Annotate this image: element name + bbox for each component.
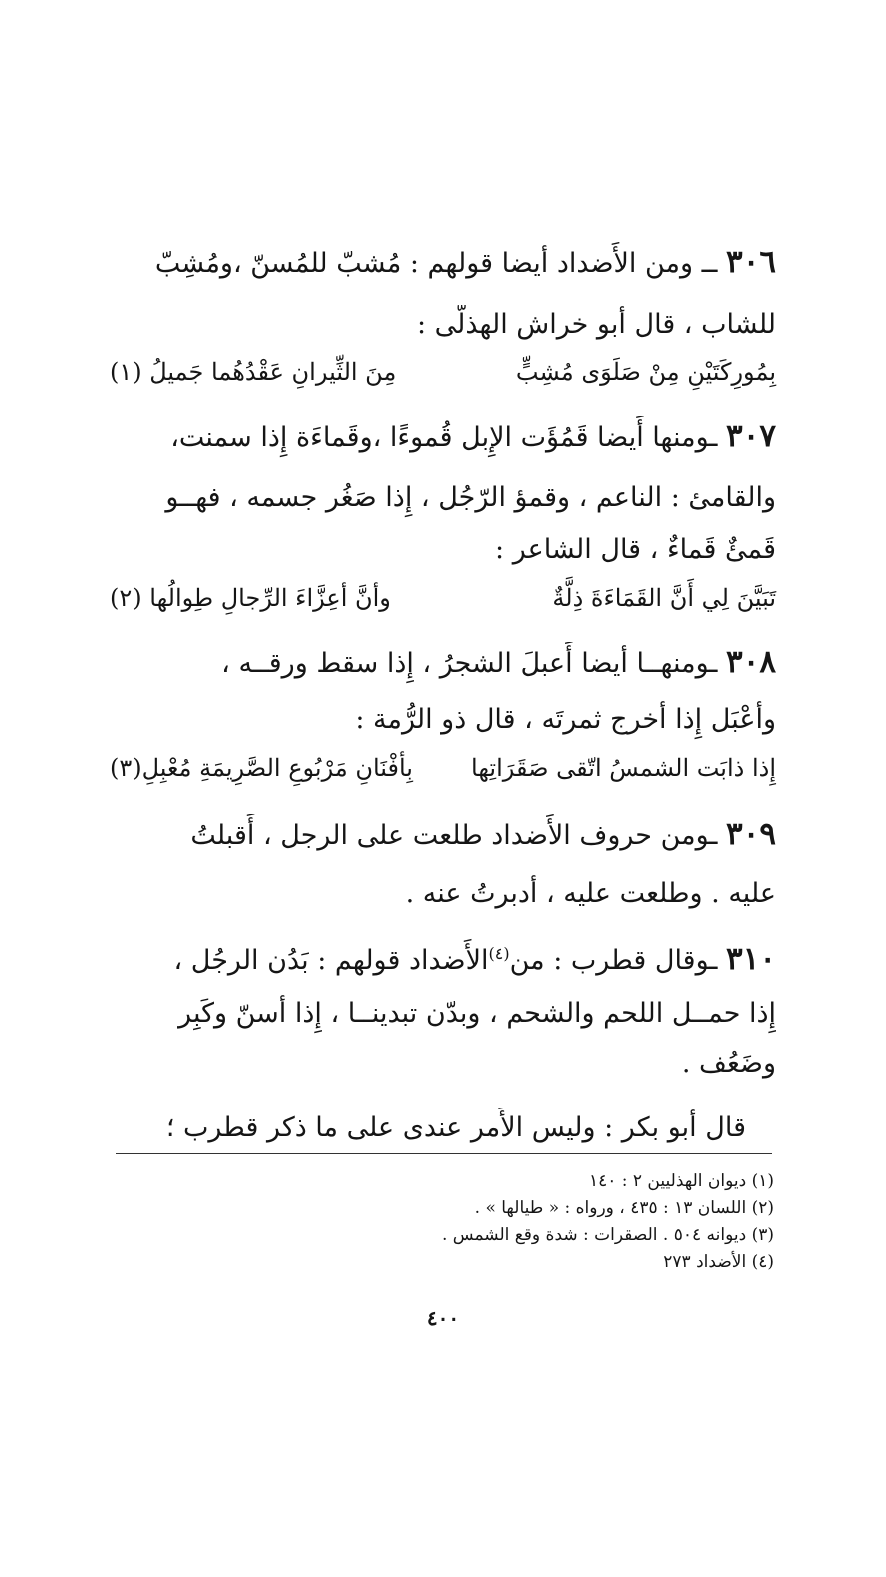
- verse-hemistich-right: بِمُورِكَتَيْنِ مِنْ صَلَوَى مُشِبٍّ: [515, 358, 776, 386]
- entry-number: ٣٠٩: [726, 816, 776, 852]
- entry-number: ٣١٠: [726, 941, 776, 977]
- entry-text: ـومن حروف الأَضداد طلعت على الرجل ، أَقبلتُ: [190, 820, 718, 851]
- verse-hemistich-left: بِأفْنَانِ مَرْبُوعِ الصَّرِيمَةِ مُعْبِلِ(٣): [110, 754, 413, 782]
- entry-308-line-1: [110, 642, 776, 684]
- entry-306-line-1: [110, 242, 776, 284]
- entry-number: ٣٠٦: [726, 244, 776, 280]
- entry-number: ٣٠٧: [726, 418, 776, 454]
- verse-308: [110, 750, 776, 786]
- verse-hemistich-left: وأنَّ أعِزَّاءَ الرِّجالِ طِوالُها (٢): [110, 584, 391, 612]
- verse-hemistich-right: إِذا ذابَت الشمسُ اتّقى صَقَرَاتِها: [471, 754, 776, 782]
- verse-306: [110, 354, 776, 390]
- footnote-2: (٢) اللسان ١٣ : ٤٣٥ ، ورواه : « طيالها » .: [474, 1198, 774, 1218]
- entry-308-line-2: وأَعْبَل إِذا أَخرج ثمرتَه ، قال ذو الرُّمة :: [355, 704, 776, 735]
- footnote-3: (٣) ديوانه ٥٠٤ . الصقرات : شدة وقع الشمس .: [441, 1225, 774, 1245]
- entry-text: الأَضداد قولهم : بَدُن الرجُل ،: [173, 945, 489, 976]
- entry-307-line-3: قَمئٌ قَماءٌ ، قال الشاعر :: [495, 534, 776, 565]
- entry-309-line-2: عليه . وطلعت عليه ، أَدبرتُ عنه .: [405, 878, 776, 909]
- entry-307-line-1: [110, 416, 776, 458]
- entry-text: ـوقال قطرب : من: [509, 945, 718, 976]
- entry-text: ـومنهــا أيضا أَعبلَ الشجرُ ، إِذا سقط ورقــه ،: [221, 648, 718, 679]
- entry-310-line-3: وضَعُف .: [681, 1048, 776, 1079]
- entry-text: ـومنها أَيضا قَمُؤَت الإِبل قُموءًا ،وقَماءَة إِذا سمنت،: [170, 422, 718, 453]
- page-number: ٤٠٠: [426, 1306, 460, 1330]
- footnote-rule: [116, 1153, 772, 1154]
- footnote-4: (٤) الأضداد ٢٧٣: [663, 1252, 774, 1272]
- verse-hemistich-right: تَبَيَّنَ لِي أَنَّ القَمَاءَةَ ذِلَّةٌ: [552, 584, 776, 612]
- entry-306-line-2: للشاب ، قال أَبو خراش الهذلّى :: [416, 309, 776, 340]
- entry-310-line-2: إِذا حمــل اللحم والشحم ، وبدّن تبدينــا ، إِذا أَسنّ وكَبِر: [178, 998, 776, 1029]
- entry-307-line-2: والقامئ : الناعم ، وقمؤ الرّجُل ، إِذا صَغُر جسمه ، فهــو: [165, 482, 776, 513]
- verse-307: [110, 580, 776, 616]
- entry-310-line-1: [110, 934, 776, 981]
- entry-text: ــ ومن الأَضداد أيضا قولهم : مُشبّ للمُسنّ ،ومُشِبّ: [154, 248, 718, 279]
- entry-309-line-1: [110, 814, 776, 856]
- entry-number: ٣٠٨: [726, 644, 776, 680]
- footnote-1: (١) ديوان الهذليين ٢ : ١٤٠: [588, 1171, 774, 1191]
- footnote-marker: (٤): [488, 944, 510, 963]
- verse-hemistich-left: مِنَ الثِّيرانِ عَقْدُهُما جَميلُ (١): [110, 358, 397, 386]
- closing-paragraph: قال أَبو بكر : وليس الأَمر عندى على ما ذكر قطرب ؛: [165, 1112, 746, 1143]
